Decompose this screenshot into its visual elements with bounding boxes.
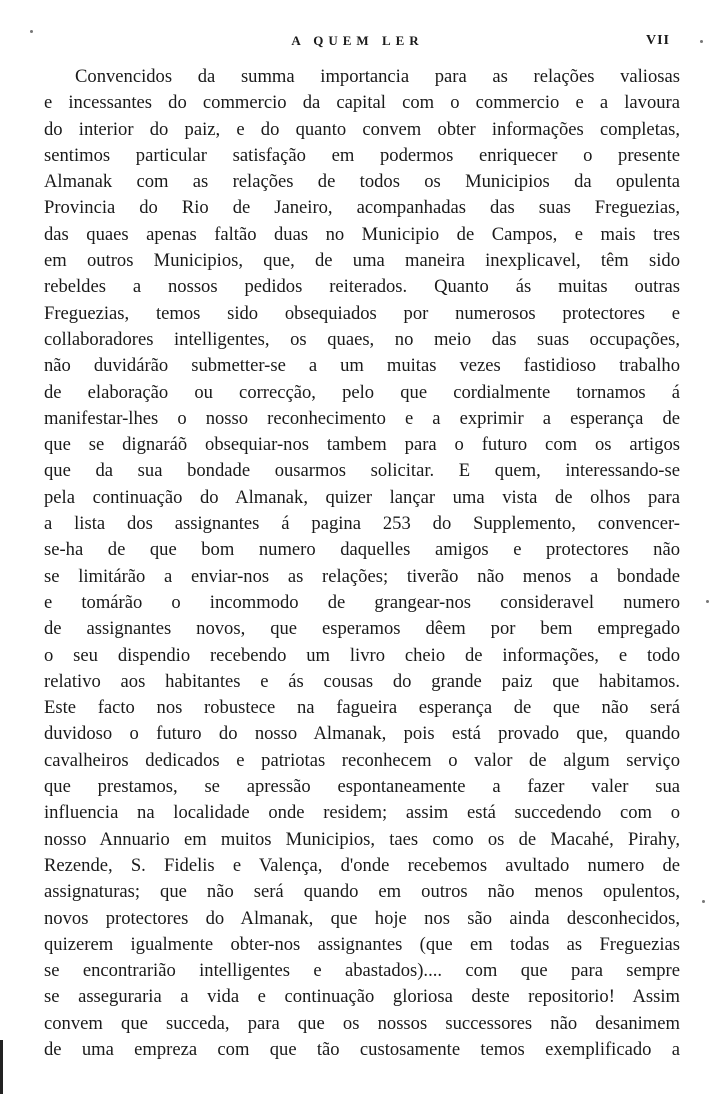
text-line: rebeldes a nossos pedidos reiterados. Quanto ás muitas outras (44, 276, 680, 298)
text-line: Freguezias, temos sido obsequiados por numerosos protectores e (44, 302, 680, 324)
text-line: relativo aos habitantes e ás cousas do grande paiz que habitamos. (44, 670, 680, 692)
text-line: convem que succeda, para que os nossos successores não desanimem (44, 1012, 680, 1034)
text-line: influencia na localidade onde residem; assim está succedendo com o (44, 802, 680, 824)
text-line: nosso Annuario em muitos Municipios, taes como os de Macahé, Pirahy, (44, 828, 680, 850)
text-line: se asseguraria a vida e continuação gloriosa deste repositorio! Assim (44, 986, 680, 1008)
text-line: que se dignaráõ obsequiar-nos tambem para o futuro com os artigos (44, 434, 680, 456)
text-line: se limitárão a enviar-nos as relações; tiverão não menos a bondade (44, 565, 680, 587)
text-line: Provincia do Rio de Janeiro, acompanhadas das suas Freguezias, (44, 197, 680, 219)
text-line: cavalheiros dedicados e patriotas reconhecem o valor de algum serviço (44, 749, 680, 771)
text-line: novos protectores do Almanak, que hoje nos são ainda desconhecidos, (44, 907, 680, 929)
page-number: VII (646, 33, 671, 48)
text-line: Rezende, S. Fidelis e Valença, d'onde recebemos avultado numero de (44, 854, 680, 876)
scan-speck (706, 600, 709, 603)
text-line: Este facto nos robustece na fagueira esperança de que não será (44, 697, 680, 719)
text-line: assignaturas; que não será quando em outros não menos opulentos, (44, 881, 680, 903)
body-paragraph (44, 64, 680, 1063)
scan-edge-mark (0, 1040, 3, 1094)
text-line: a lista dos assignantes á pagina 253 do Supplemento, convencer- (44, 513, 680, 535)
text-line: em outros Municipios, que, de uma maneira inexplicavel, têm sido (44, 250, 680, 272)
text-line: Convencidos da summa importancia para as relações valiosas (75, 66, 680, 87)
text-line: Almanak com as relações de todos os Municipios da opulenta (44, 171, 680, 193)
text-line: quizerem igualmente obter-nos assignantes (que em todas as Freguezias (44, 933, 680, 955)
text-line: das quaes apenas faltão duas no Municipio de Campos, e mais tres (44, 223, 680, 245)
text-line: não duvidárão submetter-se a um muitas vezes fastidioso trabalho (44, 355, 680, 377)
text-line: collaboradores intelligentes, os quaes, no meio das suas occupações, (44, 328, 680, 350)
scan-speck (702, 900, 705, 903)
text-line: e incessantes do commercio da capital com o commercio e a lavoura (44, 92, 680, 114)
scan-speck (700, 40, 703, 43)
text-line: de elaboração ou correcção, pelo que cordialmente tornamos á (44, 381, 680, 403)
text-line: que da sua bondade ousarmos solicitar. E quem, interessando-se (44, 460, 680, 482)
text-line: de uma empreza com que tão custosamente temos exemplificado a (44, 1038, 680, 1060)
text-line: o seu dispendio recebendo um livro cheio de informações, e todo (44, 644, 680, 666)
text-line: sentimos particular satisfação em podermos enriquecer o presente (44, 144, 680, 166)
scan-speck (30, 30, 33, 33)
text-line: que prestamos, se apressão espontaneamente a fazer valer sua (44, 776, 680, 798)
text-line: pela continuação do Almanak, quizer lançar uma vista de olhos para (44, 486, 680, 508)
text-line: se encontrarião intelligentes e abastados).... com que para sempre (44, 960, 680, 982)
text-line: manifestar-lhes o nosso reconhecimento e a exprimir a esperança de (44, 407, 680, 429)
text-line: e tomárão o incommodo de grangear-nos consideravel numero (44, 591, 680, 613)
text-line: de assignantes novos, que esperamos dêem por bem empregado (44, 618, 680, 640)
text-line: duvidoso o futuro do nosso Almanak, pois está provado que, quando (44, 723, 680, 745)
text-line: do interior do paiz, e do quanto convem obter informações completas, (44, 118, 680, 140)
text-line: se-ha de que bom numero daquelles amigos e protectores não (44, 539, 680, 561)
running-title: A QUEM LER (291, 33, 424, 48)
